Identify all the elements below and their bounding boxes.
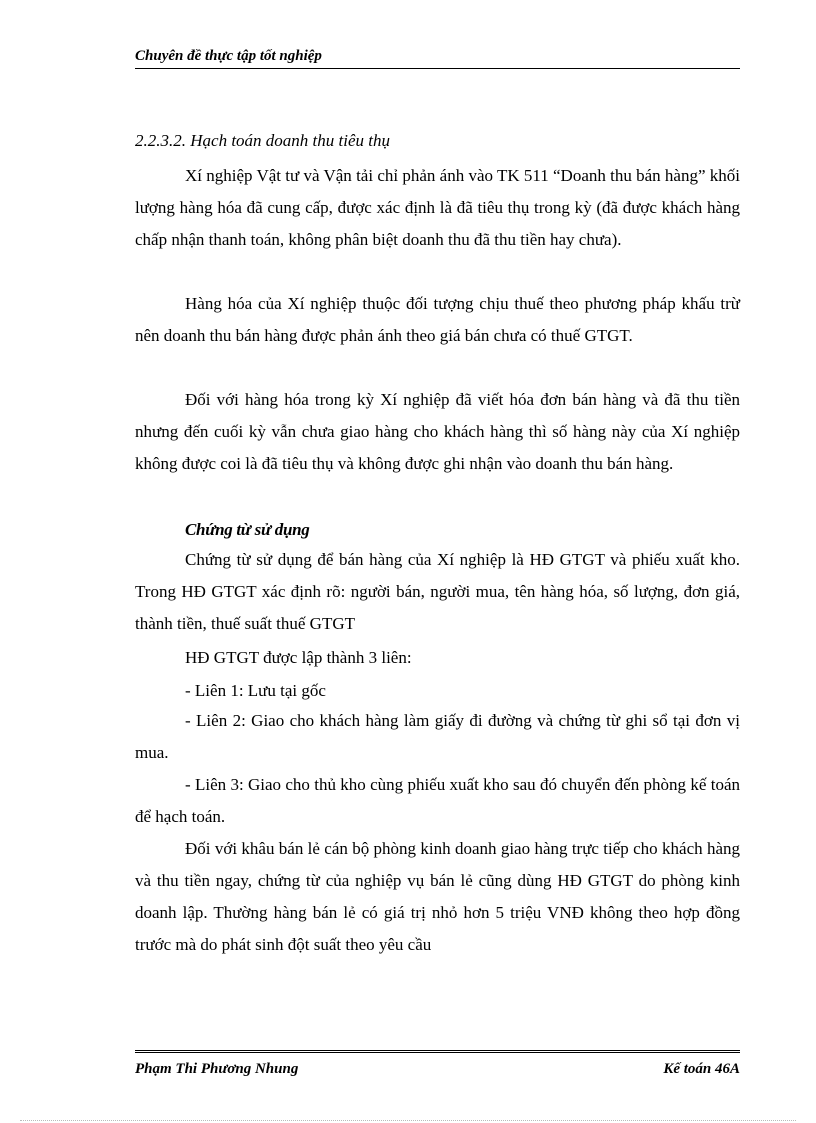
- copy-item-3: - Liên 3: Giao cho thủ kho cùng phiếu xuất kho sau đó chuyển đến phòng kế toán để hạch toán.: [135, 775, 740, 826]
- header-title: Chuyên đề thực tập tốt nghiệp: [135, 48, 322, 64]
- page-edge-divider: [20, 1120, 796, 1121]
- paragraph-tax-method: Hàng hóa của Xí nghiệp thuộc đối tượng chịu thuế theo phương pháp khấu trừ nên doanh thu bán hàng được phản ánh theo giá bán chưa có thuế GTGT.: [135, 294, 740, 345]
- subheading-documents: Chứng từ sử dụng: [185, 520, 310, 539]
- copies-intro: HĐ GTGT được lập thành 3 liên:: [185, 648, 412, 667]
- copy-item-1: - Liên 1: Lưu tại gốc: [185, 681, 326, 700]
- footer-class: Kế toán 46A: [663, 1061, 740, 1077]
- page-footer: [135, 1050, 740, 1083]
- footer-author: Phạm Thi Phương Nhung: [135, 1061, 299, 1077]
- paragraph-undelivered-goods: Đối với hàng hóa trong kỳ Xí nghiệp đã viết hóa đơn bán hàng và đã thu tiền nhưng đến cuối kỳ vẫn chưa giao hàng cho khách hàng thì số hàng này của Xí nghiệp không được coi là đã tiêu thụ và không được ghi nhận vào doanh thu bán hàng.: [135, 390, 740, 473]
- paragraph-documents: Chứng từ sử dụng để bán hàng của Xí nghiệp là HĐ GTGT và phiếu xuất kho. Trong HĐ GTGT xác định rõ: người bán, người mua, tên hàng hóa, số lượng, đơn giá, thành tiền, thuế suất thuế GTGT: [135, 550, 740, 633]
- paragraph-revenue-account: Xí nghiệp Vật tư và Vận tải chỉ phản ánh vào TK 511 “Doanh thu bán hàng” khối lượng hàng hóa đã cung cấp, được xác định là đã tiêu thụ trong kỳ (đã được khách hàng chấp nhận thanh toán, không phân biệt doanh thu đã thu tiền hay chưa).: [135, 166, 740, 249]
- section-heading: 2.2.3.2. Hạch toán doanh thu tiêu thụ: [135, 131, 390, 150]
- paragraph-retail: Đối với khâu bán lẻ cán bộ phòng kinh doanh giao hàng trực tiếp cho khách hàng và thu tiền ngay, chứng từ của nghiệp vụ bán lẻ cũng dùng HĐ GTGT do phòng kinh doanh lập. Thường hàng bán lẻ có giá trị nhỏ hơn 5 triệu VNĐ không theo hợp đồng trước mà do phát sinh đột suất theo yêu cầu: [135, 839, 740, 954]
- page-header: [135, 46, 740, 69]
- copy-item-2: - Liên 2: Giao cho khách hàng làm giấy đi đường và chứng từ ghi sổ tại đơn vị mua.: [135, 711, 740, 762]
